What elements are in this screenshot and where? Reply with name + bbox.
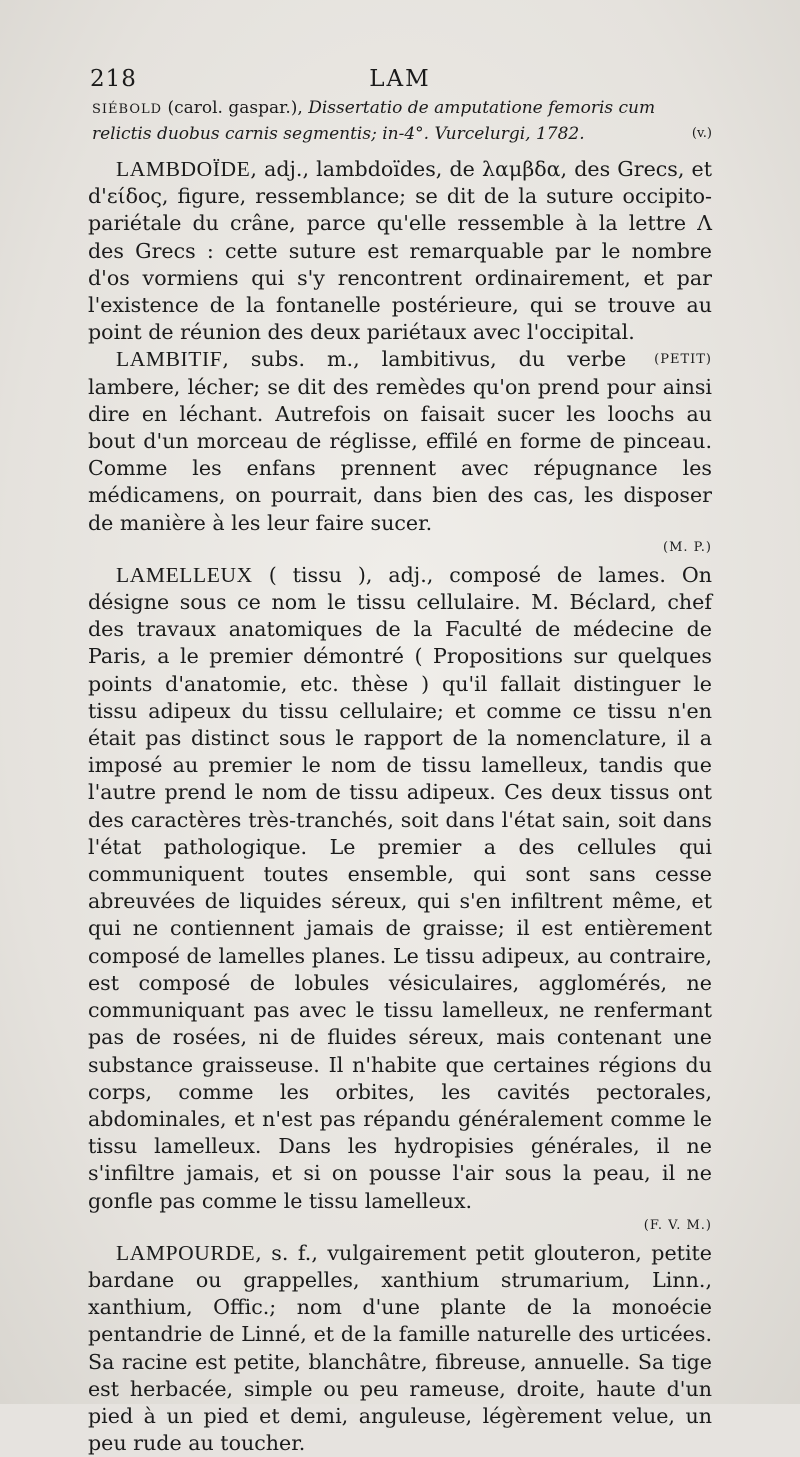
entry-lambitif	[88, 346, 712, 536]
bib-signature: (v.)	[691, 126, 712, 141]
entry-text: , s. f., vulgairement petit glouteron, petite bardane ou grappelles, xanthium strumarium, Linn., xanthium, Offic.; nom d'une plante de la monoécie pentandrie de Linné, et de la famille naturelle des urticées. Sa racine est petite, blanchâtre, fibreuse, annuelle. Sa tige est herbacée, simple ou peu rameuse, droite, haute d'un pied à un pied et demi, anguleuse, légèrement velue, un peu rude au toucher.	[88, 1240, 712, 1456]
bib-details: in-4°. Vurcelurgi, 1782.	[382, 124, 585, 144]
bib-author-note: (carol. gaspar.),	[167, 98, 303, 118]
dictionary-entries	[88, 156, 712, 1457]
entry-signature: (F. V. M.)	[643, 1217, 712, 1233]
entry-text: ( tissu ), adj., composé de lames. On désigne sous ce nom le tissu cellulaire. M. Béclard, chef des travaux anatomiques de la Faculté de médecine de Paris, a le premier démontré ( Propositions sur quelques points d'anatomie, etc. thèse ) qu'il fallait distinguer le tissu adipeux du tissu cellulaire; et comme ce tissu n'en était pas distinct sous le rapport de la nomenclature, il a imposé au premier le nom de tissu lamelleux, tandis que l'autre prend le nom de tissu adipeux. Ces deux tissus ont des caractères très-tranchés, soit dans l'état sain, soit dans l'état pathologique. Le premier a des cellules qui communiquent toutes ensemble, qui sont sans cesse abreuvées de liquides séreux, qui s'en infiltrent même, et qui ne contiennent jamais de graisse; il est entièrement composé de lamelles planes. Le tissu adipeux, au contraire, est composé de lobules vésiculaires, agglomérés, ne communiquant pas avec le tissu lamelleux, ne renfermant pas de rosées, ni de fluides séreux, mais contenant une substance graisseuse. Il n'habite que certaines régions du corps, comme les orbites, les cavités pectorales, abdominales, et n'est pas répandu généralement comme le tissu lamelleux. Dans les hydropisies générales, il ne s'infiltre jamais, et si on pousse l'air sous la peau, il ne gonfle pas comme le tissu lamelleux.	[88, 562, 712, 1213]
entry-lampourde	[88, 1240, 712, 1457]
entry-headword: LAMPOURDE	[116, 1240, 256, 1265]
bib-title: Dissertatio de amputatione femoris cum relictis duobus carnis segmentis;	[92, 98, 656, 144]
running-head: LAM	[369, 66, 431, 92]
entry-signature: (M. P.)	[663, 539, 712, 555]
page-header	[90, 62, 710, 96]
entry-lamelleux	[88, 562, 712, 1215]
entry-text: , subs. m., lambitivus, du verbe lambere, lécher; se dit des remèdes qu'on prend pour ainsi dire en léchant. Autrefois on faisait sucer les loochs au bout d'un morceau de réglisse, effilé en forme de pinceau. Comme les enfans prennent avec répugnance les médicamens, on pourrait, dans bien des cas, les disposer de manière à les leur faire sucer.	[88, 347, 712, 535]
entry-headword: LAMBITIF	[116, 347, 223, 372]
bibliography-reference	[92, 96, 712, 146]
entry-headword: LAMELLEUX	[116, 562, 253, 587]
entry-signature: (PETIT)	[654, 352, 712, 368]
page-number: 218	[90, 66, 137, 92]
entry-headword: LAMBDOÏDE	[116, 157, 251, 181]
entry-text: , adj., lambdoïdes, de λαμβδα, des Grecs, et d'είδος, figure, ressemblance; se dit de la suture occipito-pariétale du crâne, parce qu'elle ressemble à la lettre Λ des Grecs : cette suture est remarquable par le nombre d'os vormiens qui s'y rencontrent ordinairement, et par l'existence de la fontanelle postérieure, qui se trouve au point de réunion des deux pariétaux avec l'occipital.	[88, 157, 712, 345]
bib-author: SIÉBOLD	[92, 102, 163, 117]
